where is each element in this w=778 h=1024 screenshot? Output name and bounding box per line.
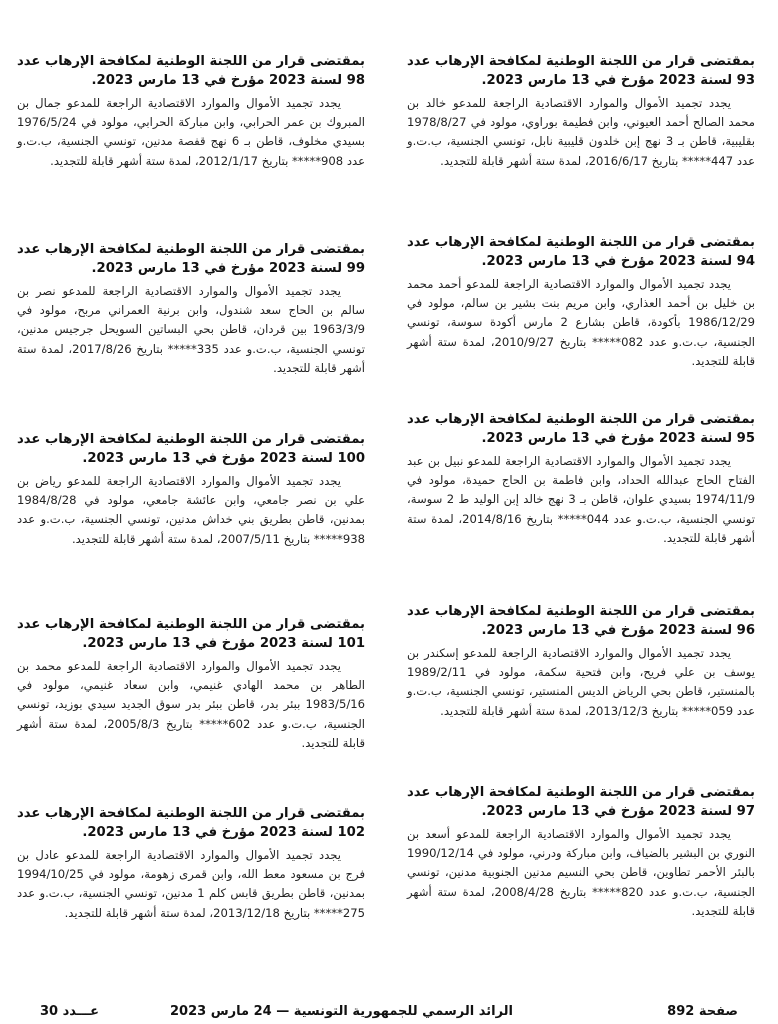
decree-body: يجدد تجميد الأموال والموارد الاقتصادية الراجعة للمدعو عادل بن فرج بن مسعود معط الله، وابن قمرى زهومة، مولود في 1994/10/25 بمدنين، قاطن بطريق قابس كلم 1 مدنين، تونسي الجنسية، ب.ت.و عدد 275***** بتاريخ 2013/12/18، لمدة ستة أشهر قابلة للتجديد.: [17, 848, 365, 920]
decree-title: بمقتضى قرار من اللجنة الوطنية لمكافحة الإرهاب عدد 98 لسنة 2023 مؤرخ في 13 مارس 2023.: [16, 54, 365, 88]
decree-title: بمقتضى قرار من اللجنة الوطنية لمكافحة الإرهاب عدد 102 لسنة 2023 مؤرخ في 13 مارس 2023.: [16, 806, 365, 840]
decree-94: [407, 233, 755, 371]
decree-body: يجدد تجميد الأموال والموارد الاقتصادية الراجعة للمدعو خالد بن محمد الصالح أحمد العيوني، وابن فطيمة بوراوي، مولود في 1978/8/27 بقليبية، قاطن بـ 3 نهج إبن خلدون قليبية نابل، تونسي الجنسية، ب.ت.و عدد 447***** بتاريخ 2016/6/17، لمدة ستة أشهر قابلة للتجديد.: [407, 96, 755, 168]
decree-95: [407, 410, 755, 548]
decree-title: بمقتضى قرار من اللجنة الوطنية لمكافحة الإرهاب عدد 94 لسنة 2023 مؤرخ في 13 مارس 2023.: [406, 235, 755, 269]
publication-title: الرائد الرسمي للجمهورية التونسية — 24 مارس 2023: [169, 1004, 513, 1019]
decree-96: [407, 602, 755, 721]
decree-100: [17, 430, 365, 549]
decree-body: يجدد تجميد الأموال والموارد الاقتصادية الراجعة للمدعو رياض بن علي بن نصر جامعي، وابن عائشة جامعي، مولود في 1984/8/28 بمدنين، قاطن بطريق بني خداش مدنين، تونسي الجنسية، ب.ت.و عدد 938***** بتاريخ 2007/5/11، لمدة ستة أشهر قابلة للتجديد.: [17, 474, 365, 546]
decree-title: بمقتضى قرار من اللجنة الوطنية لمكافحة الإرهاب عدد 96 لسنة 2023 مؤرخ في 13 مارس 2023.: [406, 604, 755, 638]
decree-102: [17, 804, 365, 923]
decree-body: يجدد تجميد الأموال والموارد الاقتصادية الراجعة للمدعو أحمد محمد بن خليل بن أحمد العذاري، وابن مريم بنت بشير بن سالم، مولود في 1986/12/29 بأكودة، قاطن بشارع 2 مارس أكودة سوسة، تونسي الجنسية، ب.ت.و عدد 082***** بتاريخ 2010/9/27، لمدة ستة أشهر قابلة للتجديد.: [407, 277, 756, 368]
decree-body: يجدد تجميد الأموال والموارد الاقتصادية الراجعة للمدعو جمال بن المبروك بن عمر الحرابي، وابن مباركة الحرابي، مولود في 1976/5/24 بسيدي مخلوف، قاطن بـ 6 نهج قفصة مدنين، تونسي الجنسية، ب.ت.و عدد 908***** بتاريخ 2012/1/17، لمدة ستة أشهر قابلة للتجديد.: [17, 96, 365, 168]
issue-number: عـــدد 30: [40, 1004, 100, 1019]
decree-body: يجدد تجميد الأموال والموارد الاقتصادية الراجعة للمدعو إسكندر بن يوسف بن علي فريح، وابن فتحية سكمة، مولود في 1989/2/11 بالمنستير، قاطن بحي الرياض الديس المنستير، تونسي الجنسية، ب.ت.و عدد 059***** بتاريخ 2013/12/3، لمدة ستة أشهر قابلة للتجديد.: [407, 646, 755, 718]
decree-title: بمقتضى قرار من اللجنة الوطنية لمكافحة الإرهاب عدد 93 لسنة 2023 مؤرخ في 13 مارس 2023.: [406, 54, 755, 88]
page-footer: [0, 1002, 778, 1022]
decree-body: يجدد تجميد الأموال والموارد الاقتصادية الراجعة للمدعو أسعد بن النوري بن البشير بالضياف، وابن مباركة ودرني، مولود في 1990/12/14 بالبئر الأحمر تطاوين، قاطن بحي النسيم مدنين الجنوبية مدنين، تونسي الجنسية، ب.ت.و عدد 820***** بتاريخ 2008/4/28، لمدة ستة أشهر قابلة للتجديد.: [407, 827, 755, 918]
decree-97: [407, 783, 755, 921]
decree-title: بمقتضى قرار من اللجنة الوطنية لمكافحة الإرهاب عدد 101 لسنة 2023 مؤرخ في 13 مارس 2023.: [16, 617, 365, 651]
decree-99: [17, 240, 365, 378]
decree-title: بمقتضى قرار من اللجنة الوطنية لمكافحة الإرهاب عدد 95 لسنة 2023 مؤرخ في 13 مارس 2023.: [406, 412, 755, 446]
decree-title: بمقتضى قرار من اللجنة الوطنية لمكافحة الإرهاب عدد 97 لسنة 2023 مؤرخ في 13 مارس 2023.: [406, 785, 755, 819]
decree-101: [17, 615, 365, 753]
decree-body: يجدد تجميد الأموال والموارد الاقتصادية الراجعة للمدعو نبيل بن عبد الفتاح الحاج عبدالله الحداد، وابن فاطمة بن الحاج حميدة، مولود في 1974/11/9 بسيدي علوان، قاطن بـ 3 نهج خالد إبن الوليد ط 2 سوسة، تونسي الجنسية، ب.ت.و عدد 044***** بتاريخ 2014/8/16، لمدة ستة أشهر قابلة للتجديد.: [407, 454, 756, 545]
decree-title: بمقتضى قرار من اللجنة الوطنية لمكافحة الإرهاب عدد 99 لسنة 2023 مؤرخ في 13 مارس 2023.: [16, 242, 365, 276]
decree-93: [407, 52, 755, 171]
decree-title: بمقتضى قرار من اللجنة الوطنية لمكافحة الإرهاب عدد 100 لسنة 2023 مؤرخ في 13 مارس 2023.: [16, 432, 365, 466]
decree-body: يجدد تجميد الأموال والموارد الاقتصادية الراجعة للمدعو محمد بن الطاهر بن محمد الهادي غنيمي، وابن سعاد غنيمي، مولود في 1983/5/16 ببئر بدر، قاطن ببئر بدر سوق الجديد سيدي بوزيد، تونسي الجنسية، ب.ت.و عدد 602***** بتاريخ 2005/8/3، لمدة ستة أشهر قابلة للتجديد.: [17, 659, 365, 750]
decree-body: يجدد تجميد الأموال والموارد الاقتصادية الراجعة للمدعو نصر بن سالم بن الحاج سعد شندول، وابن برنية العمراني مربح، مولود في 1963/3/9 بين قردان، قاطن بحي البساتين السويحل جرجيس مدنين، تونسي الجنسية، ب.ت.و عدد 335***** بتاريخ 2017/8/26، لمدة ستة أشهر قابلة للتجديد.: [17, 284, 365, 375]
decree-98: [17, 52, 365, 171]
page-number: صفحة 892: [667, 1004, 738, 1019]
